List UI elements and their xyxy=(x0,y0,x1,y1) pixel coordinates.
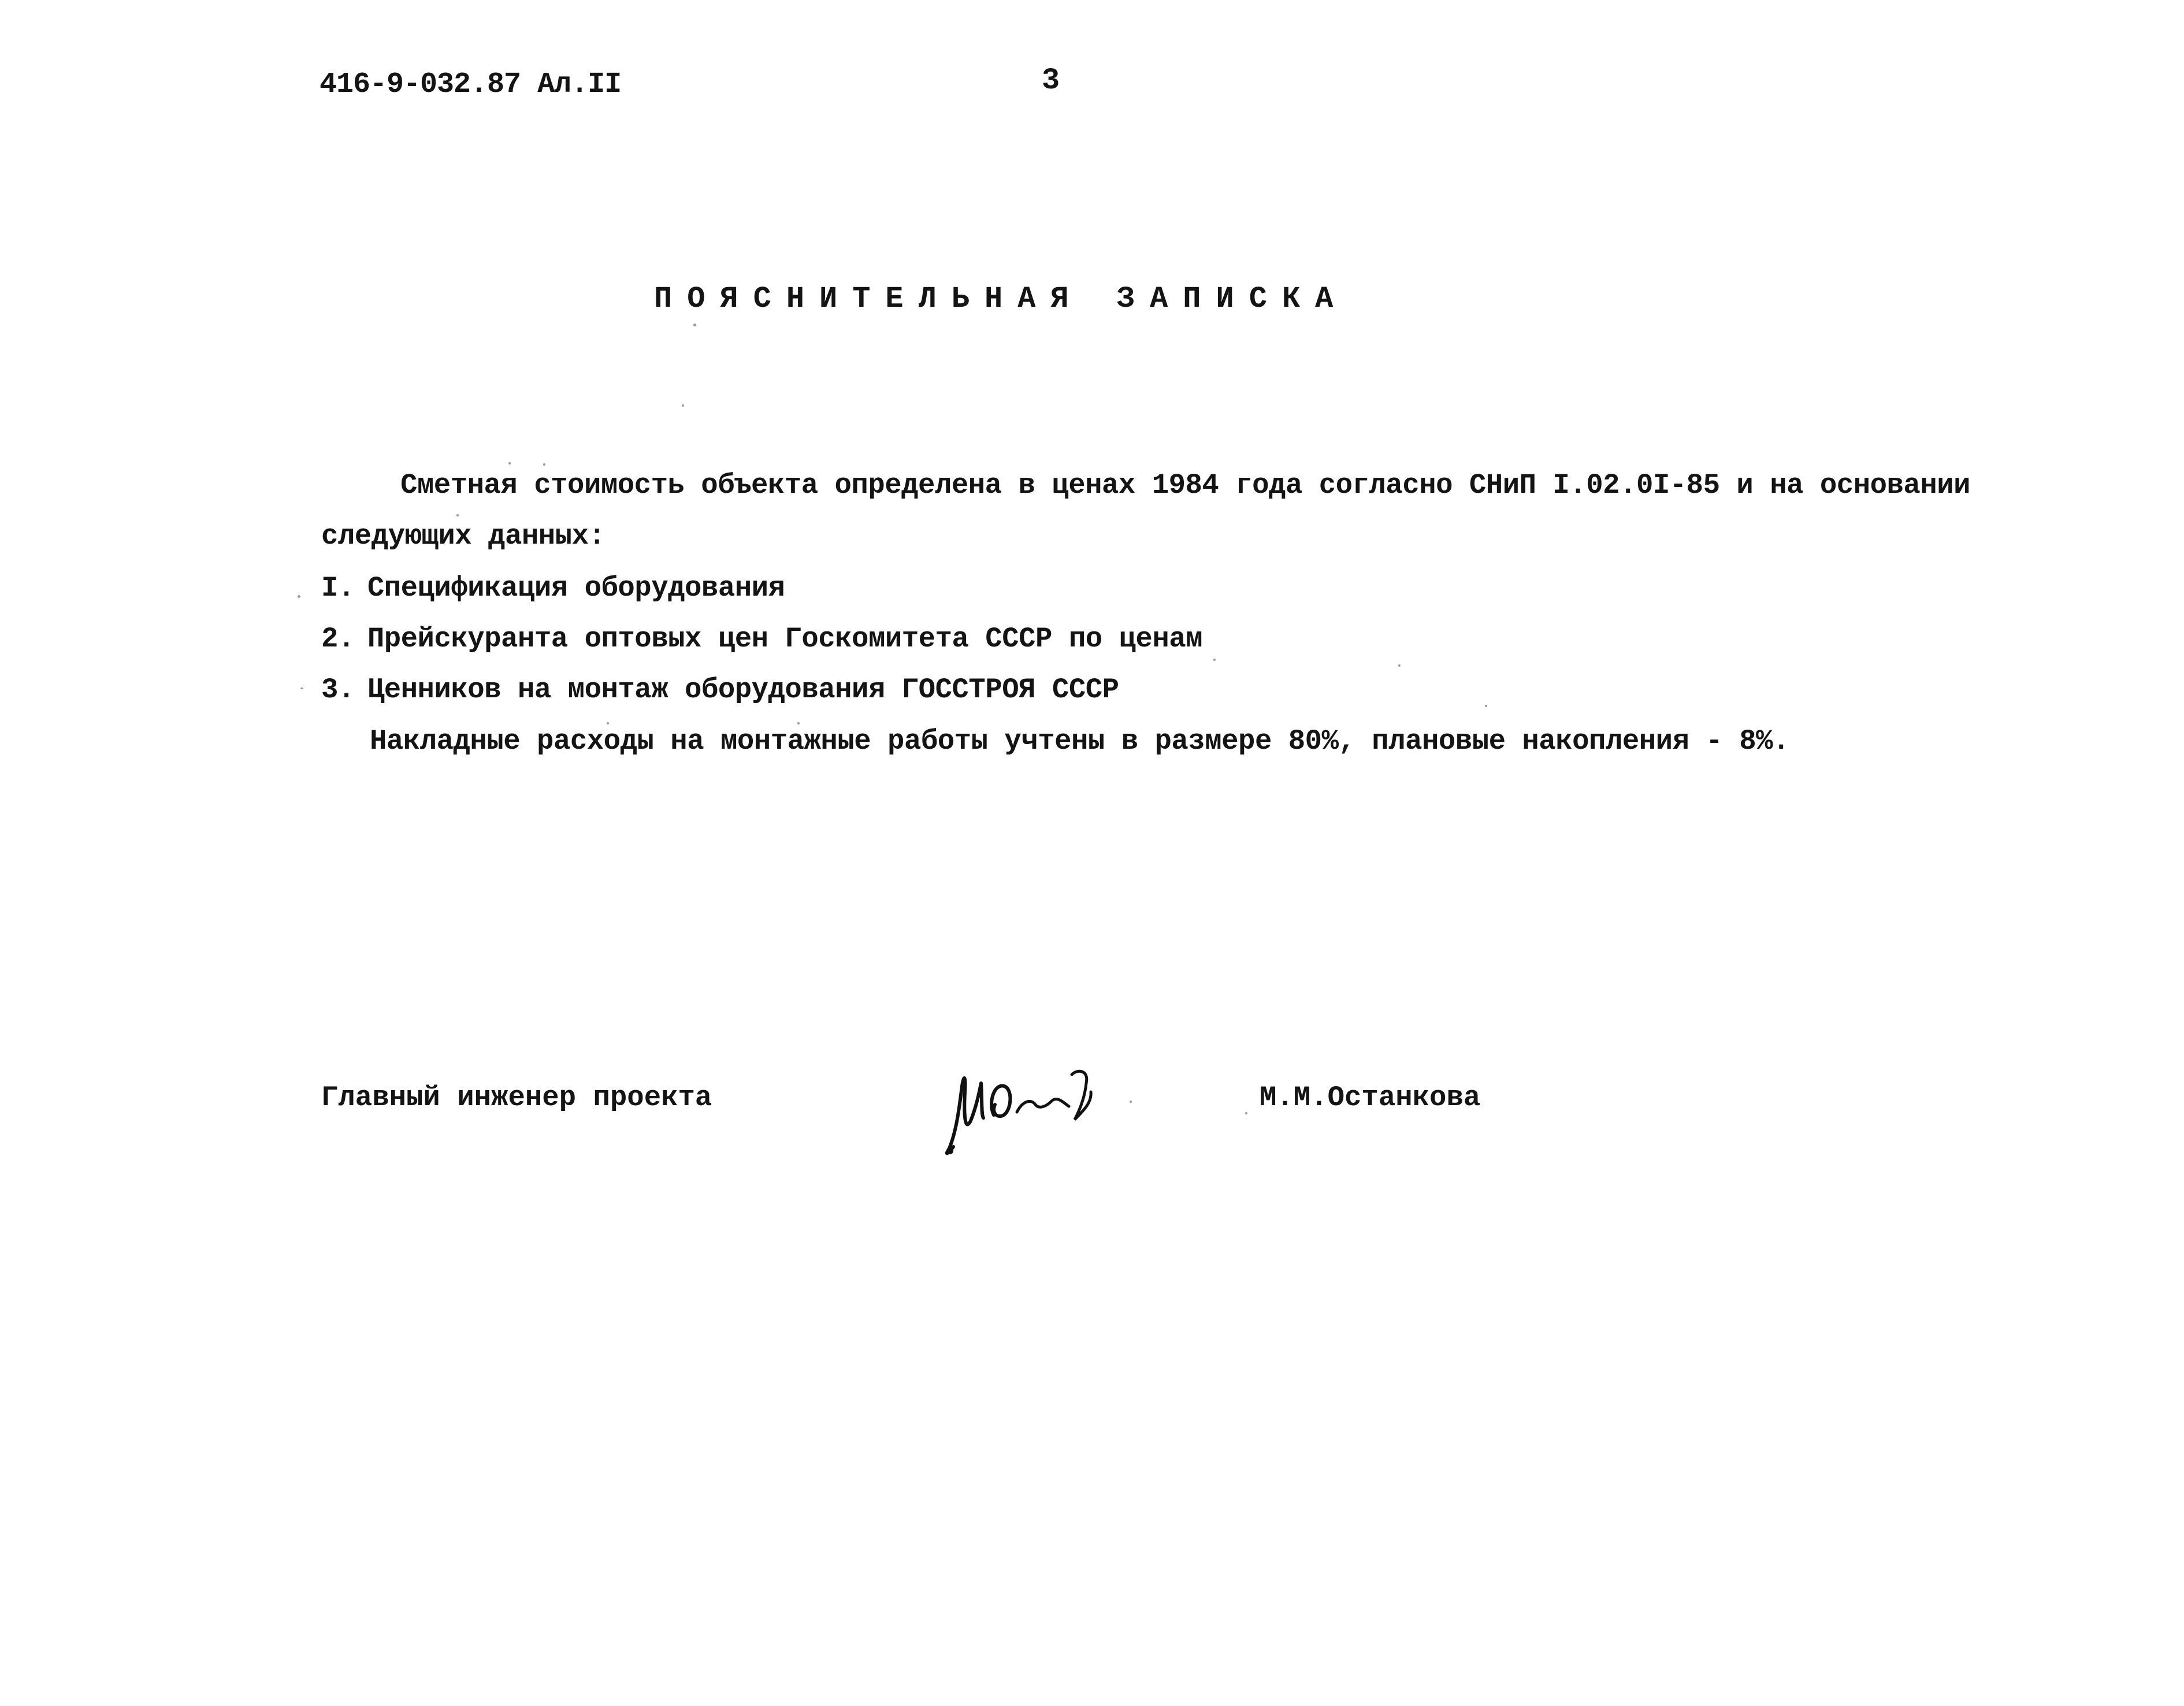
list-item xyxy=(321,674,1119,706)
scan-speck xyxy=(682,404,684,407)
document-title: ПОЯСНИТЕЛЬНАЯ ЗАПИСКА xyxy=(654,282,1349,316)
scan-speck xyxy=(1398,664,1401,667)
scan-speck xyxy=(543,463,545,466)
list-item-text: Спецификация оборудования xyxy=(367,572,785,604)
paragraph-line: следующих данных: xyxy=(321,520,606,552)
document-code: 416-9-032.87 Ал.II xyxy=(320,68,622,101)
paragraph-line: Сметная стоимость объекта определена в ценах 1984 года согласно СНиП I.02.0I-85 и на основании xyxy=(400,469,1971,501)
list-item-number: 2. xyxy=(321,623,355,655)
handwritten-signature xyxy=(930,1051,1121,1167)
scan-speck xyxy=(693,324,696,326)
signer-position: Главный инженер проекта xyxy=(321,1081,712,1114)
list-item-text: Ценников на монтаж оборудования ГОССТРОЯ СССР xyxy=(367,674,1119,706)
scan-speck xyxy=(456,514,459,516)
list-item xyxy=(321,623,1202,655)
scan-speck xyxy=(1213,659,1216,661)
scan-speck xyxy=(298,595,300,598)
list-item-text: Прейскуранта оптовых цен Госкомитета СССР по ценам xyxy=(367,623,1203,655)
list-item-number: 3. xyxy=(321,674,355,706)
scan-speck xyxy=(607,722,609,724)
scan-speck xyxy=(1485,705,1487,707)
scan-speck xyxy=(300,687,303,689)
scan-speck xyxy=(797,722,800,724)
list-item xyxy=(321,572,785,604)
scan-speck xyxy=(1130,1101,1132,1103)
list-item-number: I. xyxy=(321,572,355,604)
scan-speck xyxy=(1245,1112,1247,1114)
page-number: 3 xyxy=(1042,64,1060,98)
overhead-paragraph: Накладные расходы на монтажные работы учтены в размере 80%, плановые накопления - 8%. xyxy=(370,725,1789,757)
scan-speck xyxy=(508,462,511,464)
signer-name: М.М.Останкова xyxy=(1260,1081,1481,1114)
